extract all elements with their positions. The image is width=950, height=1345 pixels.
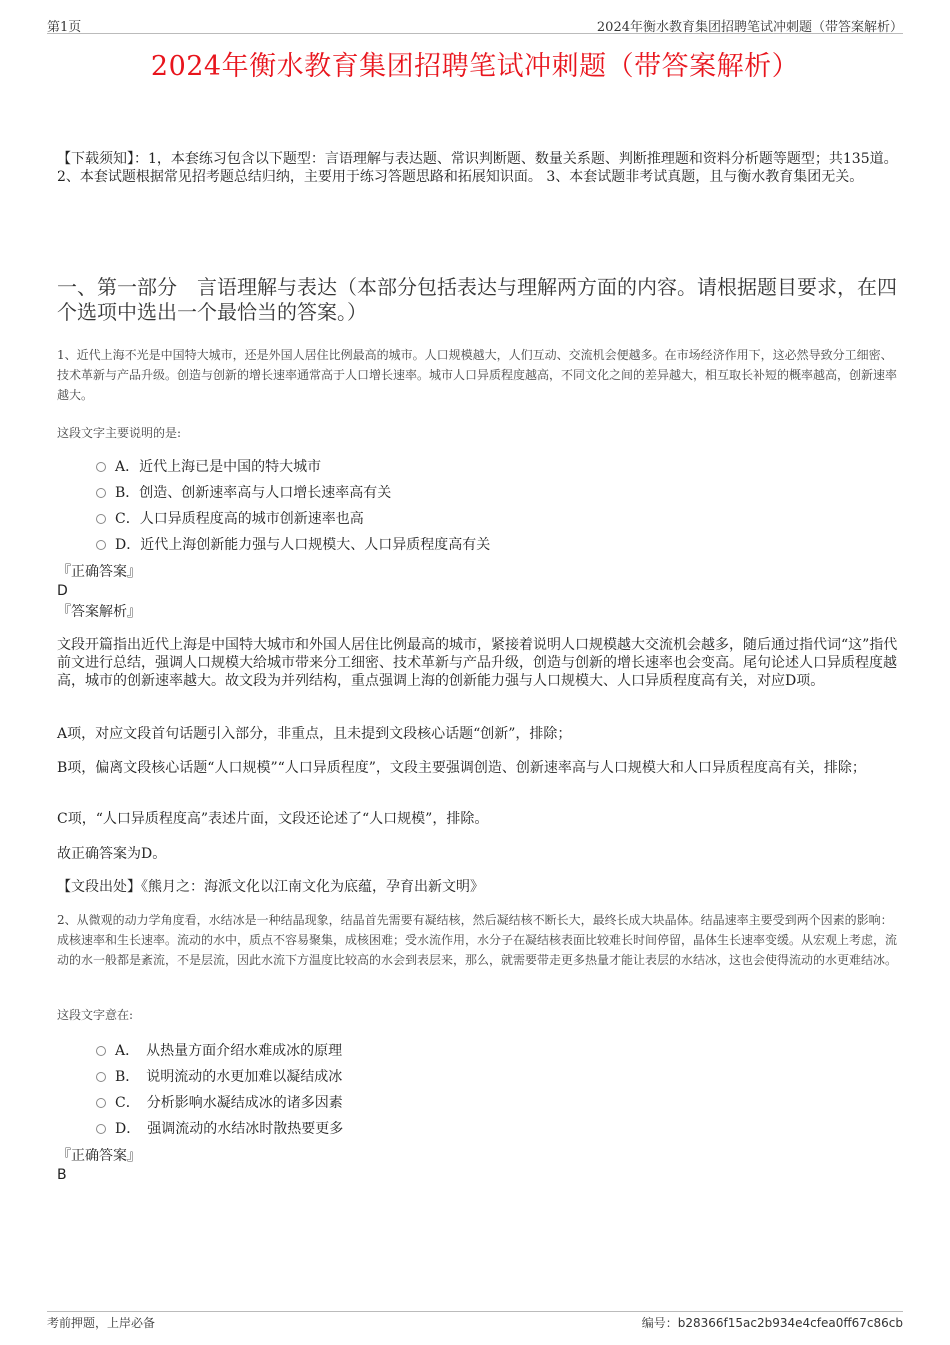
analysis-option-a: A项，对应文段首句话题引入部分，非重点，且未提到文段核心话题“创新”，排除； [57,726,572,742]
option-b[interactable]: B．创造、创新速率高与人口增长速率高有关 [96,479,490,505]
footer-code: 编号：b28366f15ac2b934e4cfea0ff67c86cb [641,1316,903,1330]
option-a[interactable]: A．近代上海已是中国的特大城市 [96,453,490,479]
analysis-conclusion: 故正确答案为D。 [57,846,167,862]
question-2-text: 2、从微观的动力学角度看，水结冰是一种结晶现象，结晶首先需要有凝结核，然后凝结核不断长大，最终长成大块晶体。结晶速率主要受到两个因素的影响：成核速率和生长速率。流动的水中，质点不容易聚集，成核困难；受水流作用，水分子在凝结核表面比较难长时间停留，晶体生长速率变缓。从宏观上考虑，流动的水一般都是紊流，不是层流，因此水流下方温度比较高的水会到表层来，那么，就需要带走更多热量才能让表层的水结冰，这也会使得流动的水更难结冰。 [57,913,898,967]
question-1-text: 1、近代上海不光是中国特大城市，还是外国人居住比例最高的城市。人口规模越大，人们互动、交流机会便越多。在市场经济作用下，这必然导致分工细密、技术革新与产品升级。创造与创新的增长速率通常高于人口增长速率。城市人口异质程度越高，不同文化之间的差异越大，相互取长补短的概率越高，创新速率越大。 [57,348,898,402]
option-c[interactable]: C．人口异质程度高的城市创新速率也高 [96,505,490,531]
radio-icon[interactable] [96,1098,106,1108]
header-divider [47,33,903,34]
page-title: 2024年衡水教育集团招聘笔试冲刺题（带答案解析） [150,51,800,82]
radio-icon[interactable] [96,1072,106,1082]
option-a[interactable]: A． 从热量方面介绍水难成冰的原理 [96,1037,343,1063]
analysis-option-c: C项，“人口异质程度高”表述片面，文段还论述了“人口规模”，排除。 [57,811,489,827]
header-doc-title: 2024年衡水教育集团招聘笔试冲刺题（带答案解析） [596,20,903,35]
answer-label: 『正确答案』 [57,564,141,580]
radio-icon[interactable] [96,1046,106,1056]
radio-icon[interactable] [96,462,106,472]
question-2-prompt: 这段文字意在: [57,1008,134,1022]
radio-icon[interactable] [96,1124,106,1134]
answer-value: B [57,1167,67,1183]
option-d[interactable]: D．近代上海创新能力强与人口规模大、人口异质程度高有关 [96,531,490,557]
analysis-paragraph: 文段开篇指出近代上海是中国特大城市和外国人居住比例最高的城市，紧接着说明人口规模越大交流机会越多，随后通过指代词“这”指代前文进行总结，强调人口规模大给城市带来分工细密、技术革新与产品升级，创造与创新的增长速率也会变高。尾句论述人口异质程度越高，城市的创新速率越大。故文段为并列结构，重点强调上海的创新能力强与人口规模大、人口异质程度高有关，对应D项。 [57,637,898,689]
option-d[interactable]: D． 强调流动的水结冰时散热要更多 [96,1115,343,1141]
analysis-source: 【文段出处】《熊月之：海派文化以江南文化为底蕴，孕育出新文明》 [57,879,484,895]
section-heading: 一、第一部分 言语理解与表达（本部分包括表达与理解两方面的内容。请根据题目要求，在四个选项中选出一个最恰当的答案。） [57,275,897,324]
option-b[interactable]: B． 说明流动的水更加难以凝结成冰 [96,1063,343,1089]
page-number: 第1页 [47,20,82,35]
radio-icon[interactable] [96,514,106,524]
radio-icon[interactable] [96,540,106,550]
analysis-option-b: B项，偏离文段核心话题“人口规模”“人口异质程度”，文段主要强调创造、创新速率高与人口规模大和人口异质程度高有关，排除； [57,760,866,776]
analysis-label: 『答案解析』 [57,604,141,620]
answer-label: 『正确答案』 [57,1148,141,1164]
download-notice: 【下载须知】：1，本套练习包含以下题型：言语理解与表达题、常识判断题、数量关系题、判断推理题和资料分析题等题型；共135道。 2、本套试题根据常见招考题总结归纳，主要用于练习答题思路和拓展知识面。 3、本套试题非考试真题，且与衡水教育集团无关。 [57,151,898,185]
footer-divider [47,1311,903,1312]
question-1-prompt: 这段文字主要说明的是: [57,426,182,440]
question-1-options [96,453,490,557]
answer-value: D [57,583,68,599]
option-c[interactable]: C． 分析影响水凝结成冰的诸多因素 [96,1089,343,1115]
footer-slogan: 考前押题，上岸必备 [47,1316,156,1330]
radio-icon[interactable] [96,488,106,498]
question-2-options [96,1037,343,1141]
